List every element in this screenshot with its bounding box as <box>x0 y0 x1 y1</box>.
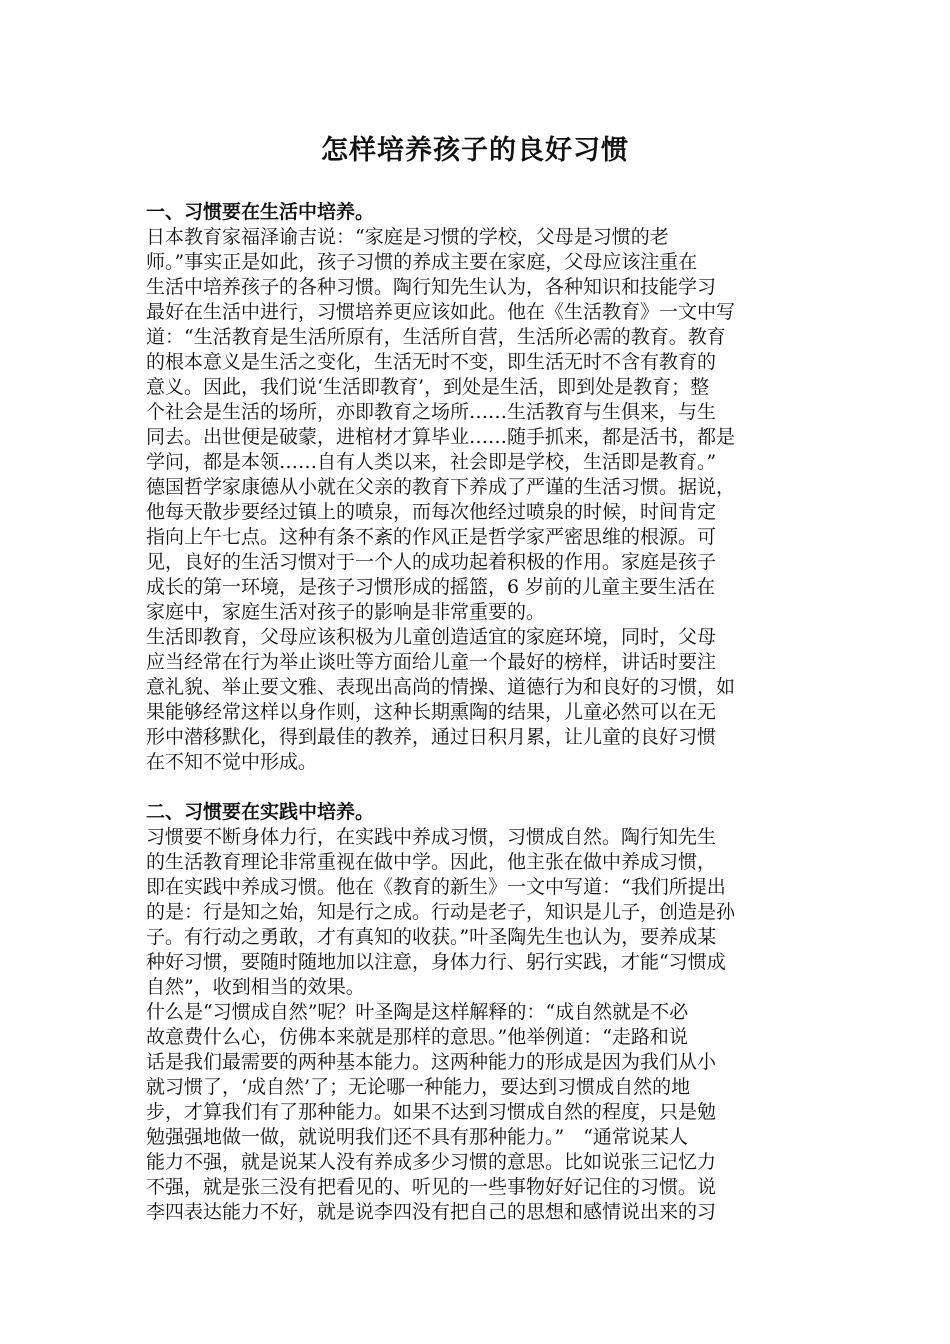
text-line: 子。有行动之勇敢，才有真知的收获。”叶圣陶先生也认为，要养成某 <box>146 926 717 948</box>
text-line: 德国哲学家康德从小就在父亲的教育下养成了严谨的生活习惯。据说， <box>146 476 736 498</box>
text-line: 能力不强，就是说某人没有养成多少习惯的意思。比如说张三记忆力 <box>146 1151 717 1173</box>
text-line: 的是：行是知之始，知是行之成。行动是老子，知识是儿子，创造是孙 <box>146 901 736 923</box>
text-line: 意礼貌、举止要文雅、表现出高尚的情操、道德行为和良好的习惯，如 <box>146 676 736 698</box>
text-line: 个社会是生活的场所，亦即教育之场所……生活教育与生俱来，与生 <box>146 401 717 423</box>
text-line: 什么是“习惯成自然”呢？叶圣陶是这样解释的：“成自然就是不必 <box>146 1001 689 1023</box>
text-line: 学问，都是本领……自有人类以来，社会即是学校，生活即是教育。” <box>146 451 717 473</box>
text-line: 应当经常在行为举止谈吐等方面给儿童一个最好的榜样，讲话时要注 <box>146 651 717 673</box>
section-spacer <box>146 775 810 800</box>
text-line: 种好习惯，要随时随地加以注意，身体力行、躬行实践，才能“习惯成 <box>146 951 726 973</box>
text-line: 不强，就是张三没有把看见的、听见的一些事物好好记住的习惯。说 <box>146 1176 717 1198</box>
text-line: 生活即教育，父母应该积极为儿童创造适宜的家庭环境，同时，父母 <box>146 626 717 648</box>
text-line: 话是我们最需要的两种基本能力。这两种能力的形成是因为我们从小 <box>146 1051 717 1073</box>
text-line: 师。”事实正是如此，孩子习惯的养成主要在家庭，父母应该注重在 <box>146 251 698 273</box>
text-line: 成长的第一环境，是孩子习惯形成的摇篮，6 岁前的儿童主要生活在 <box>146 576 716 598</box>
section-2-heading: 二、习惯要在实践中培养。 <box>146 801 375 823</box>
text-line: 步，才算我们有了那种能力。如果不达到习惯成自然的程度，只是勉 <box>146 1101 717 1123</box>
text-line: 最好在生活中进行，习惯培养更应该如此。他在《生活教育》一文中写 <box>146 301 736 323</box>
text-line: 日本教育家福泽谕吉说：“家庭是习惯的学校，父母是习惯的老 <box>146 226 669 248</box>
text-line: 故意费什么心，仿佛本来就是那样的意思。”他举例道：“走路和说 <box>146 1026 688 1048</box>
text-line: 形中潜移默化，得到最佳的教养，通过日积月累，让儿童的良好习惯 <box>146 726 717 748</box>
text-line: 自然”，收到相当的效果。 <box>146 976 365 998</box>
text-line: 习惯要不断身体力行，在实践中养成习惯，习惯成自然。陶行知先生 <box>146 826 717 848</box>
text-line: 见，良好的生活习惯对于一个人的成功起着积极的作用。家庭是孩子 <box>146 551 717 573</box>
text-line: 同去。出世便是破蒙，进棺材才算毕业……随手抓来，都是活书，都是 <box>146 426 736 448</box>
text-line: 果能够经常这样以身作则，这种长期熏陶的结果，儿童必然可以在无 <box>146 701 717 723</box>
text-line: 指向上午七点。这种有条不紊的作风正是哲学家严密思维的根源。可 <box>146 526 717 548</box>
text-line: 李四表达能力不好，就是说李四没有把自己的思想和感情说出来的习 <box>146 1201 717 1223</box>
section-1-heading: 一、习惯要在生活中培养。 <box>146 201 375 223</box>
text-line: 的根本意义是生活之变化，生活无时不变，即生活无时不含有教育的 <box>146 351 717 373</box>
text-line: 就习惯了，‘成自然’了；无论哪一种能力，要达到习惯成自然的地 <box>146 1076 691 1098</box>
text-line: 在不知不觉中形成。 <box>146 751 318 773</box>
section-1-text <box>146 225 810 775</box>
document-body <box>146 200 810 1225</box>
text-line: 勉强强地做一做，就说明我们还不具有那种能力。” “通常说某人 <box>146 1126 688 1148</box>
text-line: 的生活教育理论非常重视在做中学。因此，他主张在做中养成习惯， <box>146 851 717 873</box>
document-title: 怎样培养孩子的良好习惯 <box>321 135 629 166</box>
text-line: 生活中培养孩子的各种习惯。陶行知先生认为，各种知识和技能学习 <box>146 276 717 298</box>
text-line: 家庭中，家庭生活对孩子的影响是非常重要的。 <box>146 601 546 623</box>
text-line: 即在实践中养成习惯。他在《教育的新生》一文中写道：“我们所提出 <box>146 876 726 898</box>
section-2-text <box>146 825 810 1225</box>
text-line: 意义。因此，我们说‘生活即教育’，到处是生活，即到处是教育；整 <box>146 376 710 398</box>
text-line: 他每天散步要经过镇上的喷泉，而每次他经过喷泉的时候，时间肯定 <box>146 501 717 523</box>
text-line: 道：“生活教育是生活所原有，生活所自营，生活所必需的教育。教育 <box>146 326 726 348</box>
